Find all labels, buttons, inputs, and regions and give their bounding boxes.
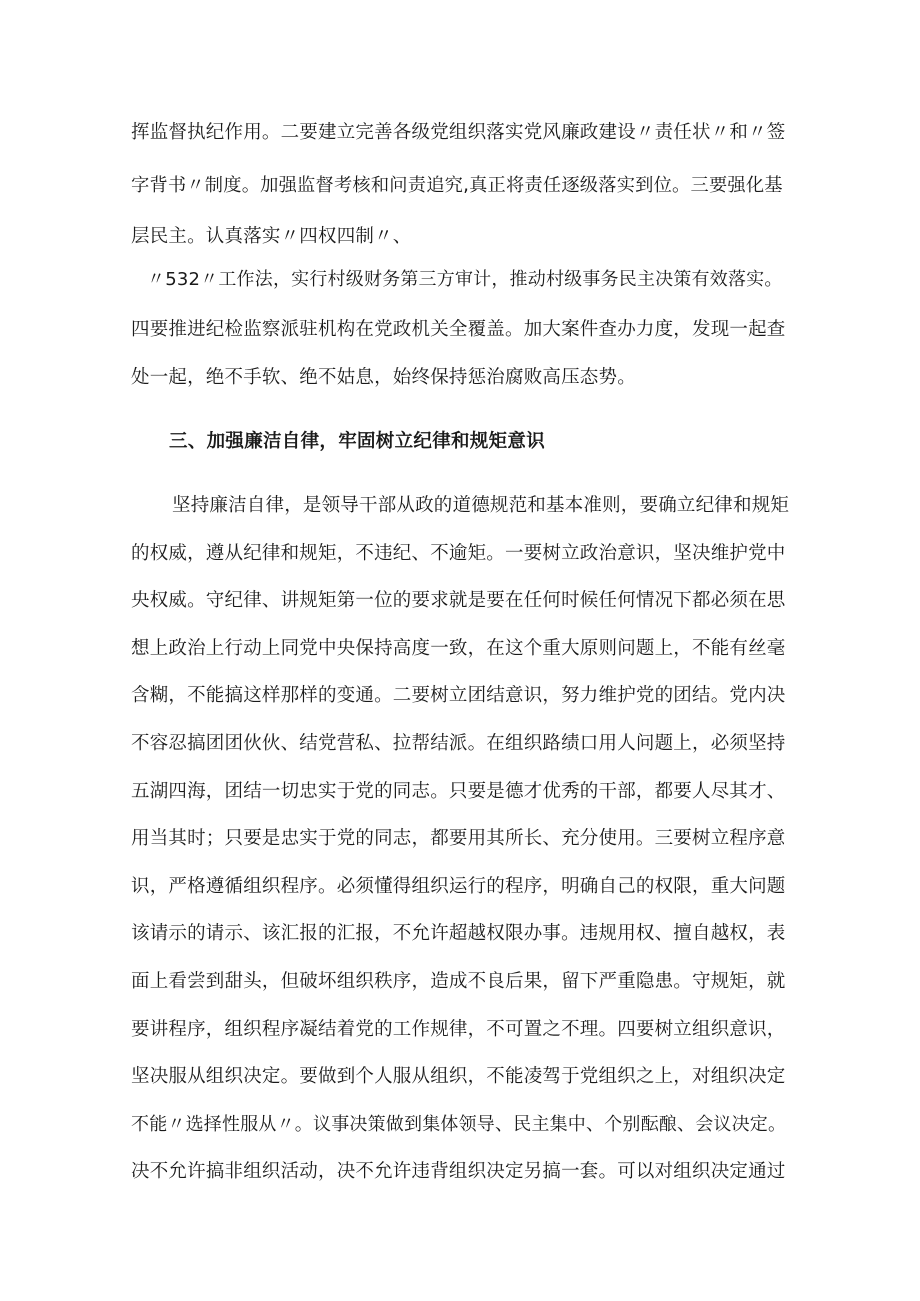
paragraph-line: 的权威，遵从纪律和规矩，不违纪、不逾矩。一要树立政治意识，坚决维护党中 [131,543,786,564]
paragraph-line: 该请示的请示、该汇报的汇报，不允许超越权限办事。违规用权、擅自越权，表 [131,923,786,944]
paragraph-line: 要讲程序，组织程序凝结着党的工作规律，不可置之不理。四要树立组织意识， [131,1019,786,1040]
text-line: 字背书〃制度。加强监督考核和问责追究,真正将责任逐级落实到位。三要强化基 [131,175,783,196]
paragraph-line: 央权威。守纪律、讲规矩第一位的要求就是要在任何时候任何情况下都必须在思 [131,590,786,611]
paragraph-line: 识，严格遵循组织程序。必须懂得组织运行的程序，明确自己的权限，重大问题 [131,876,786,897]
text-line: 层民主。认真落实〃四权四制〃、 [131,226,412,247]
text-line: 四要推进纪检监察派驻机构在党政机关全覆盖。加大案件查办力度，发现一起查 [131,319,786,340]
text-line: 处一起，绝不手软、绝不姑息，始终保持惩治腐败高压态势。 [131,367,636,388]
paragraph-line: 五湖四海，团结一切忠实于党的同志。只要是德才优秀的干部，都要人尽其才、 [131,781,786,802]
paragraph-line: 用当其时；只要是忠实于党的同志，都要用其所长、充分使用。三要树立程序意 [131,828,786,849]
paragraph-line: 不容忍搞团团伙伙、结党营私、拉帮结派。在组织路绩口用人问题上，必须坚持 [131,733,786,754]
paragraph-line: 含糊，不能搞这样那样的变通。二要树立团结意识，努力维护党的团结。党内决 [131,685,786,706]
paragraph-line: 坚决服从组织决定。要做到个人服从组织，不能凌驾于党组织之上，对组织决定 [131,1066,786,1087]
section-heading: 三、加强廉洁自律，牢固树立纪律和规矩意识 [169,431,546,452]
paragraph-line: 面上看尝到甜头，但破坏组织秩序，造成不良后果，留下严重隐患。守规矩，就 [131,971,786,992]
paragraph-line: 决不允许搞非组织活动，决不允许违背组织决定另搞一套。可以对组织决定通过 [131,1161,786,1182]
text-line: 〃532〃工作法，实行村级财务第三方审计，推动村级事务民主决策有效落实。 [147,269,783,290]
paragraph-line: 不能〃选择性服从〃。议事决策做到集体领导、民主集中、个别酝酿、会议决定。 [131,1114,787,1135]
paragraph-line: 坚持廉洁自律，是领导干部从政的道德规范和基本准则，要确立纪律和规矩 [172,495,790,516]
paragraph-line: 想上政治上行动上同党中央保持高度一致，在这个重大原则问题上，不能有丝毫 [131,638,786,659]
text-line: 挥监督执纪作用。二要建立完善各级党组织落实党风廉政建设〃责任状〃和〃签 [131,122,786,143]
